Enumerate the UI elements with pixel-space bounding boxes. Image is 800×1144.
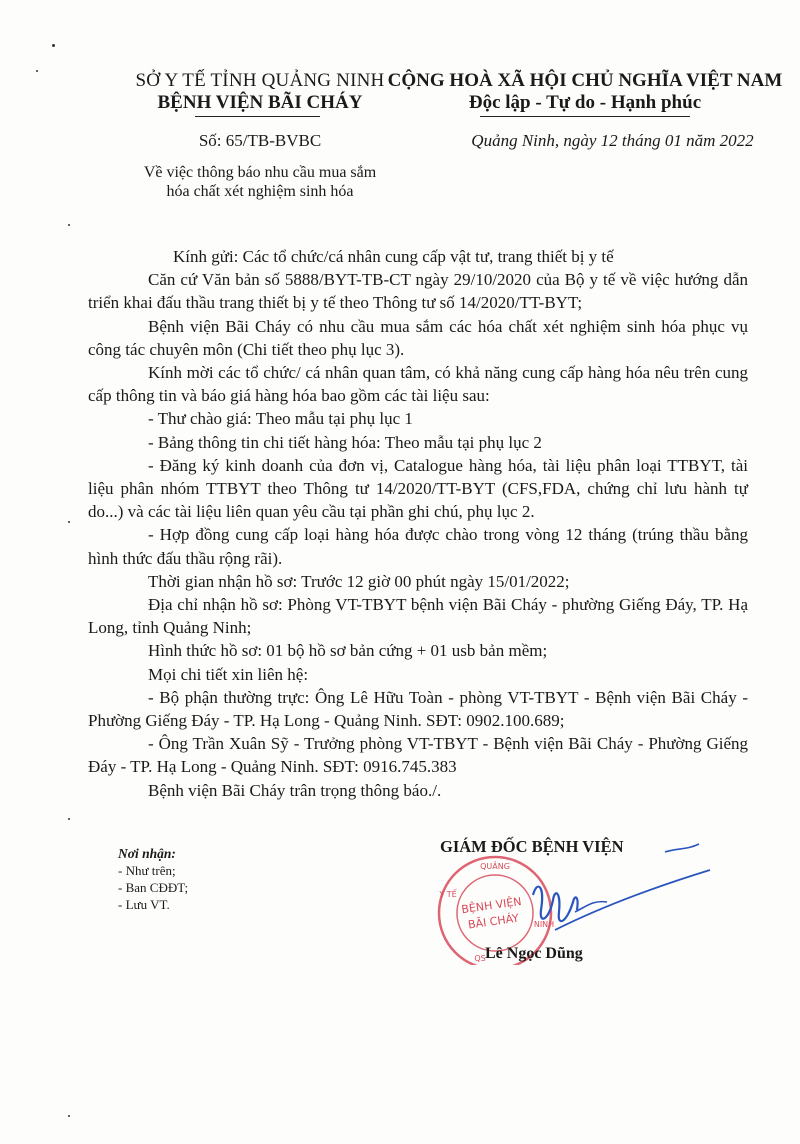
country-name: CỘNG HOÀ XÃ HỘI CHỦ NGHĨA VIỆT NAM bbox=[387, 70, 783, 91]
subject-line-2: hóa chất xét nghiệm sinh hóa bbox=[166, 183, 354, 200]
scan-speck bbox=[52, 44, 55, 47]
contact-2: - Ông Trần Xuân Sỹ - Trưởng phòng VT-TBYT - Bệnh viện Bãi Cháy - Phường Giếng Đáy - TP. Hạ Long - Quảng Ninh. SĐT: 0916.745.383 bbox=[88, 734, 748, 777]
scan-speck bbox=[68, 818, 70, 820]
seal-text-1: BỆNH VIỆN bbox=[460, 894, 523, 917]
seal-ring-top: QUẢNG bbox=[480, 862, 510, 871]
recipient-item: - Lưu VT. bbox=[118, 897, 170, 912]
list-item-product-info: - Bảng thông tin chi tiết hàng hóa: Theo mẫu tại phụ lục 2 bbox=[148, 432, 542, 452]
signer-name: Lê Ngọc Dũng bbox=[485, 945, 583, 962]
submission-deadline: Thời gian nhận hồ sơ: Trước 12 giờ 00 phút ngày 15/01/2022; bbox=[148, 571, 570, 591]
scan-speck bbox=[36, 70, 38, 72]
list-item-quotation: - Thư chào giá: Theo mẫu tại phụ lục 1 bbox=[148, 409, 413, 429]
issuing-organization bbox=[95, 70, 425, 114]
motto: Độc lập - Tự do - Hạnh phúc bbox=[468, 92, 702, 113]
seal-ring-right: NINH bbox=[533, 920, 555, 929]
scan-speck bbox=[68, 1115, 70, 1117]
document-date: Quảng Ninh, ngày 12 tháng 01 năm 2022 bbox=[471, 131, 754, 150]
national-motto bbox=[385, 70, 785, 114]
contact-intro: Mọi chi tiết xin liên hệ: bbox=[148, 664, 309, 684]
seal-ring-bottom: QS bbox=[474, 954, 486, 963]
scan-speck bbox=[68, 224, 70, 226]
paragraph-need: Bệnh viện Bãi Cháy có nhu cầu mua sắm các hóa chất xét nghiệm sinh hóa phục vụ công tác chuyên môn (Chi tiết theo phụ lục 3). bbox=[88, 316, 748, 359]
list-item-documents: - Đăng ký kinh doanh của đơn vị, Catalogue hàng hóa, tài liệu phân loại TTBYT, tài liệu phân nhóm TTBYT theo Thông tư 14/2020/TT-BYT (CFS,FDA, chứng chỉ lưu hành tự do...) và các tài liệu liên quan yêu cầu tại phần ghi chú, phụ lục 2. bbox=[88, 455, 748, 522]
document-body bbox=[88, 245, 748, 802]
closing-line: Bệnh viện Bãi Cháy trân trọng thông báo./. bbox=[148, 780, 442, 800]
paragraph-legal-basis: Căn cứ Văn bản số 5888/BYT-TB-CT ngày 29/10/2020 của Bộ y tế về việc hướng dẫn triển khai đấu thầu trang thiết bị y tế theo Thông tư số 14/2020/TT-BYT; bbox=[88, 270, 748, 313]
hospital-name-underline bbox=[195, 116, 320, 117]
contact-1: - Bộ phận thường trực: Ông Lê Hữu Toàn - phòng VT-TBYT - Bệnh viện Bãi Cháy - Phường Giếng Đáy - TP. Hạ Long - Quảng Ninh. SĐT: 0902.100.689; bbox=[88, 687, 748, 731]
subject-line-1: Về việc thông báo nhu cầu mua sắm bbox=[143, 164, 377, 181]
scan-speck bbox=[68, 521, 70, 523]
submission-address: Địa chỉ nhận hồ sơ: Phòng VT-TBYT bệnh viện Bãi Cháy - phường Giếng Đáy, TP. Hạ Long, tỉnh Quảng Ninh; bbox=[88, 595, 748, 638]
recipients-title: Nơi nhận: bbox=[118, 846, 176, 861]
department-name: SỞ Y TẾ TỈNH QUẢNG NINH bbox=[135, 70, 385, 91]
submission-format: Hình thức hồ sơ: 01 bộ hồ sơ bản cứng + 01 usb bản mềm; bbox=[148, 641, 548, 661]
list-item-contract: - Hợp đồng cung cấp loại hàng hóa được chào trong vòng 12 tháng (trúng thầu bằng hình thức đấu thầu rộng rãi). bbox=[88, 525, 748, 568]
seal-text-2: BÃI CHÁY bbox=[467, 911, 520, 932]
document-number: Số: 65/TB-BVBC bbox=[198, 131, 322, 150]
recipient-item: - Như trên; bbox=[118, 863, 176, 878]
salutation: Kính gửi: Các tổ chức/cá nhân cung cấp vật tư, trang thiết bị y tế bbox=[173, 247, 614, 266]
paragraph-invitation: Kính mời các tổ chức/ cá nhân quan tâm, có khả năng cung cấp hàng hóa nêu trên cung cấp thông tin và báo giá hàng hóa bao gồm các tài liệu sau: bbox=[88, 363, 748, 406]
hospital-name: BỆNH VIỆN BÃI CHÁY bbox=[157, 92, 363, 113]
signature-icon bbox=[515, 840, 715, 960]
motto-underline bbox=[480, 116, 690, 117]
signer-title: GIÁM ĐỐC BỆNH VIỆN bbox=[440, 837, 624, 856]
document-subject bbox=[95, 163, 425, 201]
recipient-item: - Ban CĐĐT; bbox=[118, 880, 189, 895]
seal-ring-left: Y TẾ bbox=[439, 890, 457, 899]
recipients-block bbox=[118, 845, 338, 913]
